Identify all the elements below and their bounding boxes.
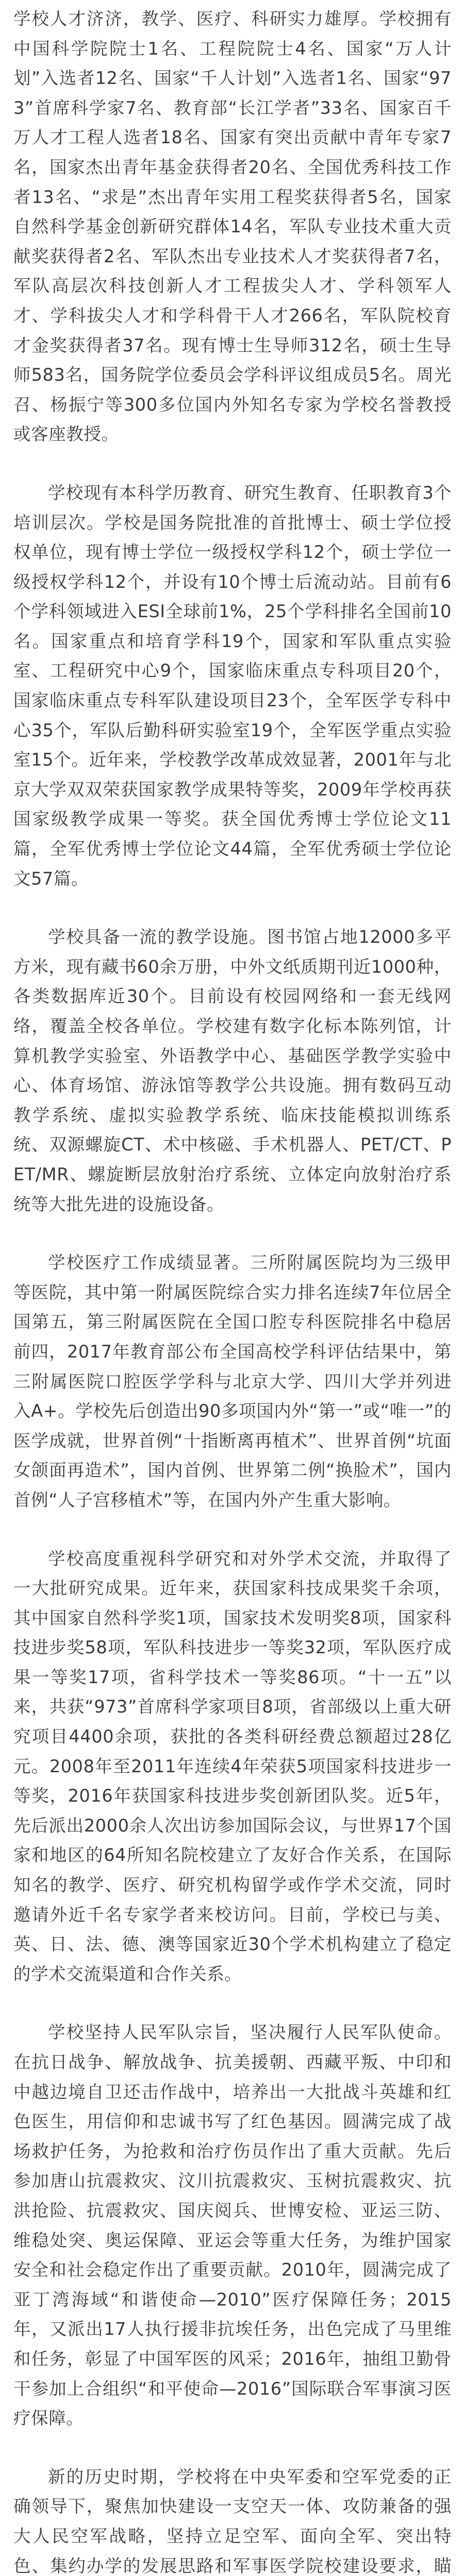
paragraph-teaching-facilities: 学校具备一流的教学设施。图书馆占地12000多平方米，现有藏书60余万册，中外文纸质期刊近1000种，各类数据库近30个。目前设有校园网络和一套无线网络，覆盖全校各单位。学校建有数字化标本陈列馆，计算机教学实验室、外语教学中心、基础医学教学实验中心、体育场馆、游泳馆等教学公共设施。拥有数码互动教学系统、虚拟实验教学系统、临床技能模拟训练系统、双源螺旋CT、术中核磁、手术机器人、PET/CT、PET/MR、螺旋断层放射治疗系统、立体定向放射治疗系统等大批先进的设施设备。 — [13, 927, 452, 1214]
paragraph-future-goals: 新的历史时期，学校将在中央军委和空军党委的正确领导下，聚焦加快建设一支空天一体、攻防兼备的强大人民空军战略，坚持立足空军、面向全军、突出特色、集约办学的发展思路和军事医学院校建设要求，瞄 — [13, 2466, 452, 2576]
paragraph-medical-work: 学校医疗工作成绩显著。三所附属医院均为三级甲等医院，其中第一附属医院综合实力排名连续7年位居全国第五，第三附属医院在全国口腔专科医院排名中稳居前四，2017年教育部公布全国高校学科评估结果中，第三附属医院口腔医学学科与北京大学、四川大学并列进入A+。学校先后创造出90多项国内外“第一”或“唯一”的医学成就，世界首例“十指断离再植术”、世界首例“坑面女颌面再造术”，国内首例、世界第二例“换脸术”，国内首例“人子宫移植术”等，在国内外产生重大影响。 — [13, 1252, 452, 1510]
paragraph-talent: 学校人才济济，教学、医疗、科研实力雄厚。学校拥有中国科学院院士1名、工程院院士4名、国家“万人计划”入选者12名、国家“千人计划”入选者1名、国家“973”首席科学家7名、教育部“长江学者”33名、国家百千万人才工程人选者18名、国家有突出贡献中青年专家7名，国家杰出青年基金获得者20名、全国优秀科技工作者13名、“求是”杰出青年实用工程奖获得者5名，国家自然科学基金创新研究群体14名，军队专业技术重大贡献奖获得者2名、军队杰出专业技术人才奖获得者7名，军队高层次科技创新人才工程拔尖人才、学科领军人才、学科拔尖人才和学科骨干人才266名，军队院校育才金奖获得者37名。现有博士生导师312名，硕士生导师583名，国务院学位委员会学科评议组成员5名。周光召、杨振宁等300多位国内外知名专家为学校名誉教授或客座教授。 — [13, 9, 452, 445]
paragraph-military-mission: 学校坚持人民军队宗旨，坚决履行人民军队使命。在抗日战争、解放战争、抗美援朝、西藏平叛、中印和中越边境自卫还击作战中，培养出一大批战斗英雄和红色医生，用信仰和忠诚书写了红色基因。圆满完成了战场救护任务，为抢救和治疗伤员作出了重大贡献。先后参加唐山抗震救灾、汶川抗震救灾、玉树抗震救灾、抗洪抢险、抗震救灾、国庆阅兵、世博安检、亚运三防、维稳处突、奥运保障、亚运会等重大任务，为维护国家安全和社会稳定作出了重要贡献。2010年，圆满完成了亚丁湾海域“和谐使命—2010”医疗保障任务；2015年，又派出17人执行援非抗埃任务，出色完成了马里维和任务，彰显了中国军医的风采；2016年，抽组卫勤骨干参加上合组织“和平使命—2016”国际联合军事演习医疗保障。 — [13, 2022, 452, 2429]
paragraph-education-levels: 学校现有本科学历教育、研究生教育、任职教育3个培训层次。学校是国务院批准的首批博士、硕士学位授权单位，现有博士学位一级授权学科12个，硕士学位一级授权学科12个，并设有10个博士后流动站。目前有6个学科领域进入ESI全球前1%，25个学科排名全国前10名。国家重点和培育学科19个，国家和军队重点实验室、工程研究中心9个，国家临床重点专科项目20个，国家临床重点专科军队建设项目23个，全军医学专科中心35个，军队后勤科研实验室19个，全军医学重点实验室15个。近年来，学校教学改革成效显著，2001年与北京大学双双荣获国家教学成果特等奖，2009年学校再获国家级教学成果一等奖。获全国优秀博士学位论文11篇，全军优秀博士学位论文44篇，全军优秀硕士学位论文57篇。 — [13, 482, 452, 889]
paragraph-research-exchange: 学校高度重视科学研究和对外学术交流，并取得了一大批研究成果。近年来，获国家科技成果奖千余项，其中国家自然科学奖1项，国家技术发明奖8项，国家科技进步奖58项，军队科技进步一等奖32项，军队医疗成果一等奖17项，省科学技术一等奖86项。“十一五”以来，共获“973”首席科学家项目8项，省部级以上重大研究项目4400余项，获批的各类科研经费总额超过28亿元。2008年至2011年连续4年荣获5项国家科技进步一等奖，2016年获国家科技进步奖创新团队奖。近5年，先后派出2000余人次出访参加国际会议，与世界17个国家和地区的64所知名院校建立了友好合作关系，在国际知名的教学、医疗、研究机构留学或作学术交流，同时邀请外近千名专家学者来校访问。目前，学校已与美、英、日、法、德、澳等国家近30个学术机构建立了稳定的学术交流渠道和合作关系。 — [13, 1548, 452, 1984]
